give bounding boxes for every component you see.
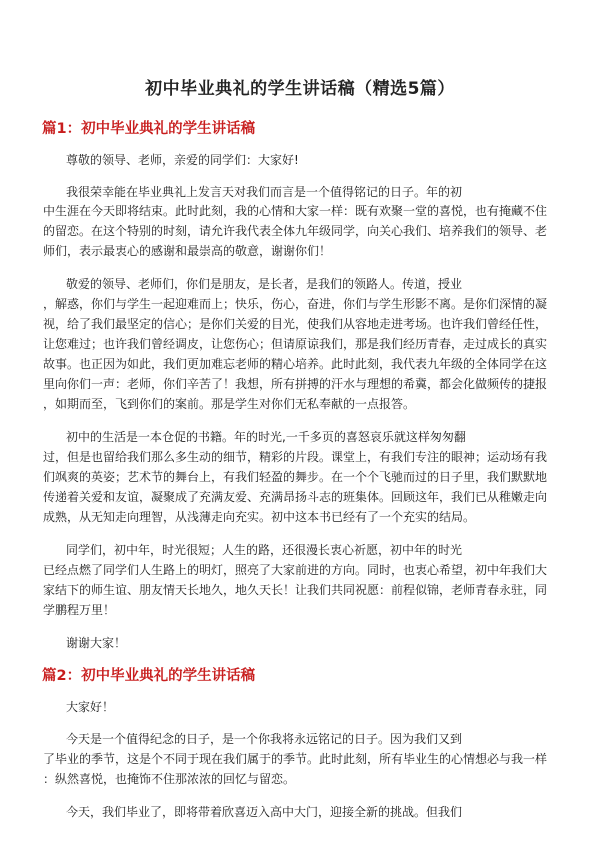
s1-p4-line: 家结下的师生谊、朋友情天长地久，地久天长！让我们共同祝愿：前程似锦，老师青春永驻，同 <box>43 583 548 597</box>
s1-p1-line: 中生涯在今天即将结束。此时此刻，我的心情和大家一样：既有欢聚一堂的喜悦，也有掩藏不住 <box>43 204 548 218</box>
section-2-greeting: 大家好！ <box>66 700 115 714</box>
s1-p1-line: 师们，表示最衷心的感谢和最崇高的敬意，谢谢你们！ <box>43 244 332 258</box>
s1-p3-line: 们飒爽的英姿；艺术节的舞台上，有我们轻盈的舞步。在一个个飞驰而过的日子里，我们默默地 <box>43 470 548 484</box>
s2-p1-line: ：纵然喜悦，也掩饰不住那浓浓的回忆与留恋。 <box>43 772 296 786</box>
s1-p2-line: 故事。也正因为如此，我们更加难忘老师的精心培养。此时此刻，我代表九年级的全体同学在这 <box>43 357 548 371</box>
s1-p3-line: 成熟，从无知走向理智，从浅薄走向充实。初中这本书已经有了一个充实的结局。 <box>43 510 476 524</box>
section-1-heading: 篇1：初中毕业典礼的学生讲话稿 <box>42 121 256 137</box>
s2-p1-line: 今天是一个值得纪念的日子，是一个你我将永远铭记的日子。因为我们又到 <box>66 732 463 746</box>
s1-p1-line: 的留恋。在这个特别的时刻，请允许我代表全体九年级同学，向关心我们、培养我们的领导、老 <box>43 224 548 238</box>
s1-p2-line: 让您难过；也许我们曾经调皮，让您伤心；但请原谅我们，那是我们经历青春，走过成长的真实 <box>43 337 548 351</box>
s1-p2-line: 视，给了我们最坚定的信心；是你们关爱的目光，使我们从容地走进考场。也许我们曾经任性， <box>43 317 548 331</box>
s1-p3-line: 过，但是也留给我们那么多生动的细节，精彩的片段。课堂上，有我们专注的眼神；运动场有我 <box>43 450 548 464</box>
s2-p1-line: 了毕业的季节，这是个不同于现在我们属于的季节。此时此刻，所有毕业生的心情想必与我一样 <box>43 752 548 766</box>
s1-p2-line: ，解惑，你们与学生一起迎难而上；快乐，伤心，奋进，你们与学生形影不离。是你们深情的凝 <box>43 297 548 311</box>
document-title: 初中毕业典礼的学生讲话稿（精选5篇） <box>145 79 455 99</box>
s1-p3-line: 初中的生活是一本仓促的书籍。年的时光,一千多页的喜怒哀乐就这样匆匆翻 <box>66 430 466 444</box>
section-1-closing: 谢谢大家！ <box>66 636 127 650</box>
section-2-heading: 篇2：初中毕业典礼的学生讲话稿 <box>42 668 256 684</box>
s1-p2-line: 敬爱的领导、老师们，你们是朋友，是长者，是我们的领路人。传道，授业 <box>66 277 463 291</box>
s1-p3-line: 传递着关爱和友谊，凝聚成了充满友爱、充满昂扬斗志的班集体。回顾这年，我们已从稚嫩走向 <box>43 490 548 504</box>
s1-p1-line: 我很荣幸能在毕业典礼上发言天对我们而言是一个值得铭记的日子。年的初 <box>66 185 463 199</box>
s2-p2-line: 今天，我们毕业了，即将带着欣喜迈入高中大门，迎接全新的挑战。但我们 <box>66 805 463 819</box>
s1-p2-line: 里向你们一声：老师，你们辛苦了！我想，所有拼搏的汗水与理想的希冀，都会化做频传的捷报 <box>43 377 548 391</box>
s1-p4-line: 学鹏程万里！ <box>43 603 116 617</box>
s1-p4-line: 同学们，初中年，时光很短；人生的路，还很漫长衷心祈愿，初中年的时光 <box>66 543 463 557</box>
section-1-greeting: 尊敬的领导、老师，亲爱的同学们：大家好! <box>66 153 299 167</box>
s1-p2-line: ，如期而至，飞到你们的案前。那是学生对你们无私奉献的一点报答。 <box>43 397 416 411</box>
s1-p4-line: 已经点燃了同学们人生路上的明灯，照亮了大家前进的方向。同时，也衷心希望，初中年我们大 <box>43 563 548 577</box>
